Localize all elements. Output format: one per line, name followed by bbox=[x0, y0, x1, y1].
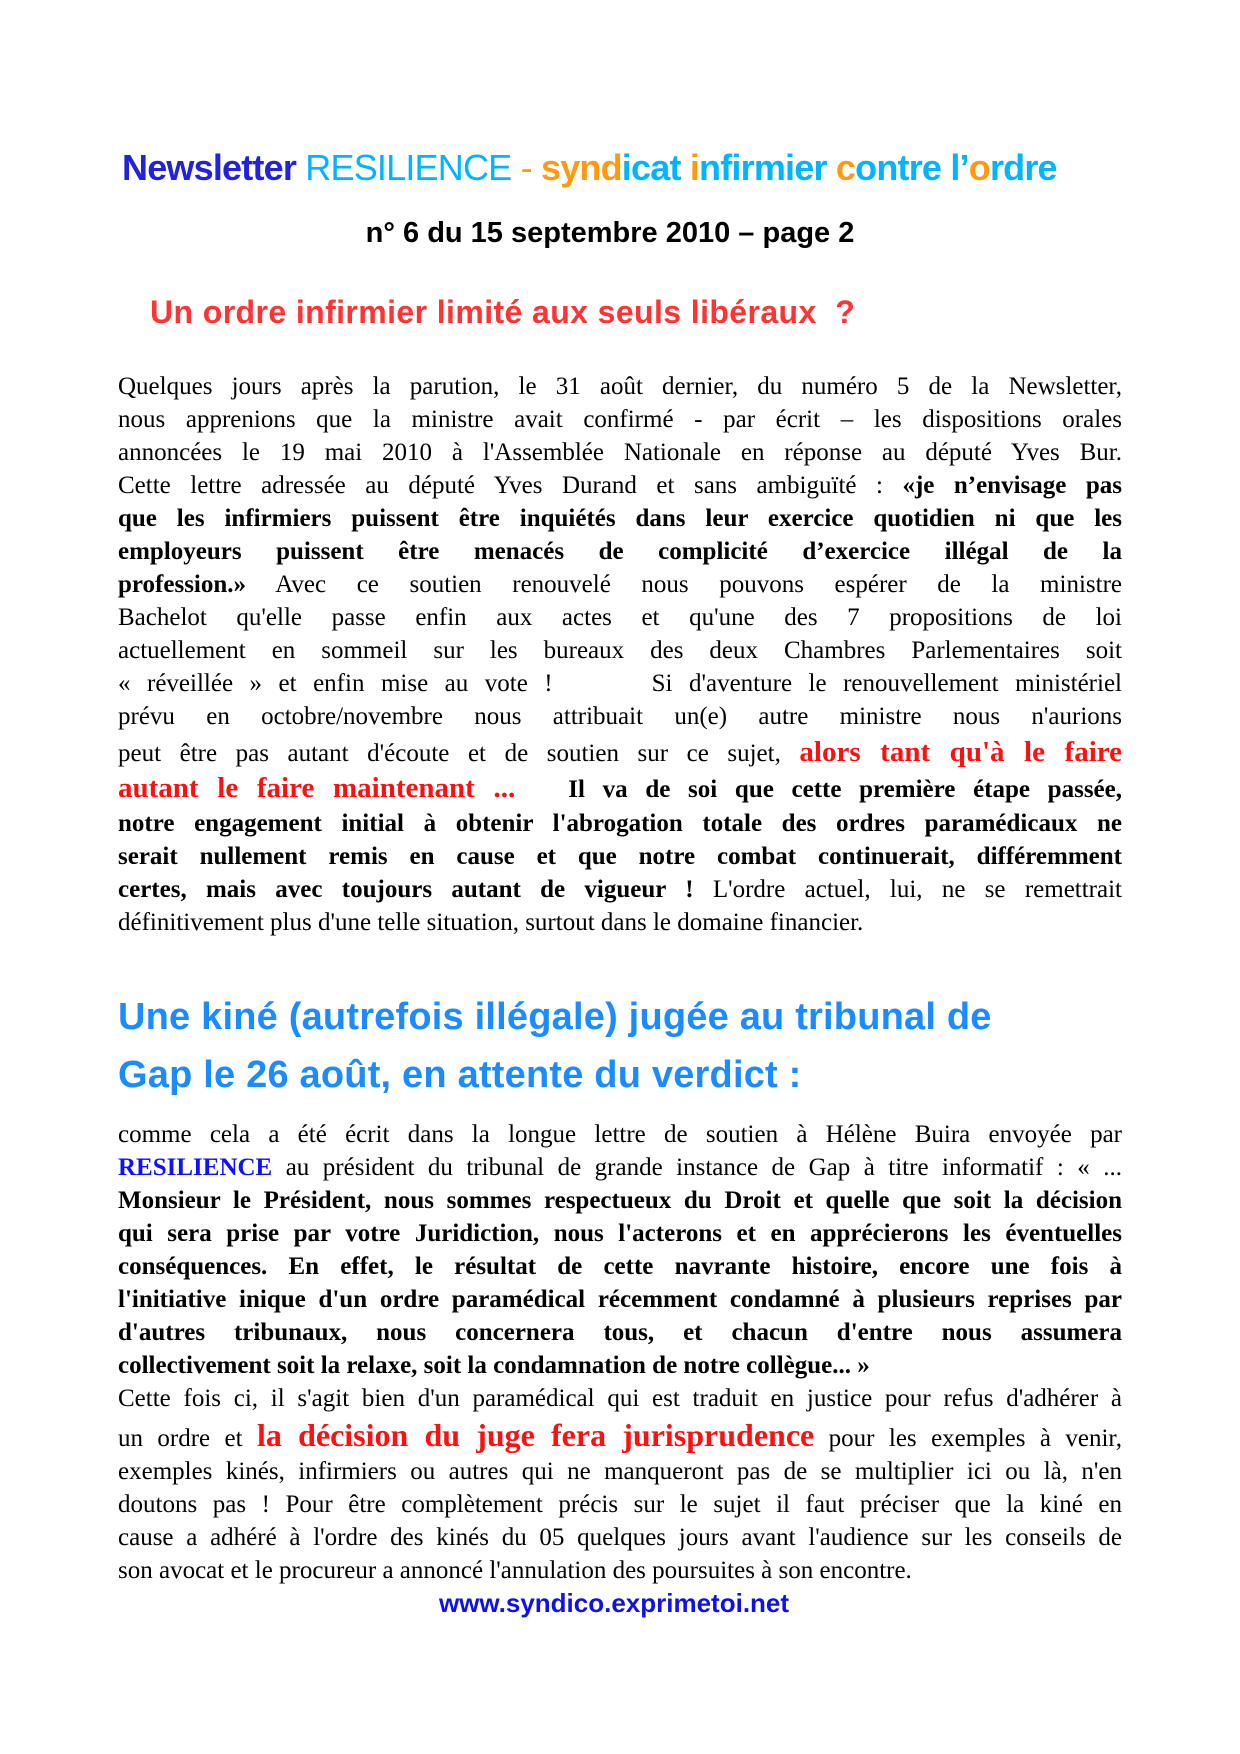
quote-line: Monsieur le Président, nous sommes respectueux du Droit et quelle que soit la décision bbox=[118, 1187, 1122, 1214]
highlight-red: la décision du juge fera jurisprudence bbox=[257, 1417, 815, 1453]
highlight-red: alors tant qu'à le faire bbox=[799, 736, 1122, 768]
text-line: autant le faire maintenant ... Il va de soi que cette première étape passée, bbox=[118, 772, 1122, 804]
quote-line: que les infirmiers puissent être inquiétés dans leur exercice quotidien ni que les bbox=[118, 505, 1122, 532]
text-line: RESILIENCE au président du tribunal de grande instance de Gap à titre informatif : « ... bbox=[118, 1154, 1122, 1181]
quote-line: employeurs puissent être menacés de complicité d’exercice illégal de la bbox=[118, 538, 1122, 565]
issue-number-date: n° 6 du 15 septembre 2010 – page 2 bbox=[365, 217, 855, 249]
issue-subtitle bbox=[0, 214, 1240, 252]
text-line: son avocat et le procureur a annoncé l'annulation des poursuites à son encontre. bbox=[118, 1557, 912, 1584]
title-newsletter: Newsletter bbox=[122, 147, 297, 188]
text-line: Bachelot qu'elle passe enfin aux actes et qu'une des 7 propositions de loi bbox=[118, 604, 1122, 631]
footer bbox=[0, 1586, 1240, 1620]
quote-line: collectivement soit la relaxe, soit la condamnation de notre collègue... » bbox=[118, 1352, 870, 1379]
newsletter-title bbox=[122, 146, 1122, 190]
text-line: un ordre et la décision du juge fera jurisprudence pour les exemples à venir, bbox=[118, 1417, 1123, 1453]
text-line: actuellement en sommeil sur les bureaux des deux Chambres Parlementaires soit bbox=[118, 637, 1122, 664]
text-line: nous apprenions que la ministre avait confirmé - par écrit – les dispositions orales bbox=[118, 406, 1122, 433]
title-resilience: RESILIENCE bbox=[305, 147, 512, 188]
quote-start: «je n’envisage pas bbox=[902, 472, 1122, 499]
heading-line: Gap le 26 août, en attente du verdict : bbox=[118, 1054, 802, 1096]
website-link[interactable]: www.syndico.exprimetoi.net bbox=[438, 1588, 790, 1618]
title-dash: - bbox=[520, 147, 532, 188]
title-tagline: syndicat infirmier contre l’ordre bbox=[540, 147, 1057, 188]
text-line: comme cela a été écrit dans la longue lettre de soutien à Hélène Buira envoyée par bbox=[118, 1121, 1122, 1148]
text-line: exemples kinés, infirmiers ou autres qui ne manqueront pas de se multiplier ici ou là, n'en bbox=[118, 1458, 1122, 1485]
text-line: définitivement plus d'une telle situation, surtout dans le domaine financier. bbox=[118, 909, 864, 936]
quote-line: qui sera prise par votre Juridiction, nous l'acterons et en apprécierons les éventuelles bbox=[118, 1220, 1122, 1247]
heading-line: Une kiné (autrefois illégale) jugée au tribunal de bbox=[118, 996, 992, 1038]
text-line: profession.» Avec ce soutien renouvelé nous pouvons espérer de la ministre bbox=[118, 571, 1122, 598]
section-heading-kine-gap bbox=[118, 988, 1128, 1104]
text-line: « réveillée » et enfin mise au vote ! Si d'aventure le renouvellement ministériel bbox=[118, 670, 1122, 697]
text-line: serait nullement remis en cause et que notre combat continuerait, différemment bbox=[118, 843, 1122, 870]
quote-line: conséquences. En effet, le résultat de cette navrante histoire, encore une fois à bbox=[118, 1253, 1122, 1280]
quote-end: profession.» bbox=[118, 571, 247, 598]
quote-line: l'initiative inique d'un ordre paramédical récemment condamné à plusieurs reprises par bbox=[118, 1286, 1122, 1313]
section-heading-ordre-liberaux: Un ordre infirmier limité aux seuls libéraux ? bbox=[150, 294, 856, 330]
text-line: annoncées le 19 mai 2010 à l'Assemblée Nationale en réponse au député Yves Bur. bbox=[118, 439, 1122, 466]
text-line: notre engagement initial à obtenir l'abrogation totale des ordres paramédicaux ne bbox=[118, 810, 1122, 837]
text-line: prévu en octobre/novembre nous attribuait un(e) autre ministre nous n'aurions bbox=[118, 703, 1122, 730]
highlight-red: autant le faire maintenant ... bbox=[118, 772, 516, 804]
section2-paragraph bbox=[118, 1118, 1122, 1587]
text-line: Cette fois ci, il s'agit bien d'un paramédical qui est traduit en justice pour refus d'adhérer à bbox=[118, 1385, 1122, 1412]
section1-paragraph bbox=[118, 370, 1122, 939]
text-line: certes, mais avec toujours autant de vigueur ! L'ordre actuel, lui, ne se remettrait bbox=[118, 876, 1122, 903]
text-line: peut être pas autant d'écoute et de soutien sur ce sujet, alors tant qu'à le faire bbox=[118, 736, 1122, 768]
resilience-inline: RESILIENCE bbox=[118, 1154, 273, 1181]
text-line: cause a adhéré à l'ordre des kinés du 05 quelques jours avant l'audience sur les conseils de bbox=[118, 1524, 1122, 1551]
text-line: Quelques jours après la parution, le 31 août dernier, du numéro 5 de la Newsletter, bbox=[118, 373, 1122, 400]
quote-line: d'autres tribunaux, nous concernera tous, et chacun d'entre nous assumera bbox=[118, 1319, 1122, 1346]
text-line: Cette lettre adressée au député Yves Durand et sans ambiguïté : «je n’envisage pas bbox=[118, 472, 1122, 499]
text-line: doutons pas ! Pour être complètement précis sur le sujet il faut préciser que la kiné en bbox=[118, 1491, 1122, 1518]
